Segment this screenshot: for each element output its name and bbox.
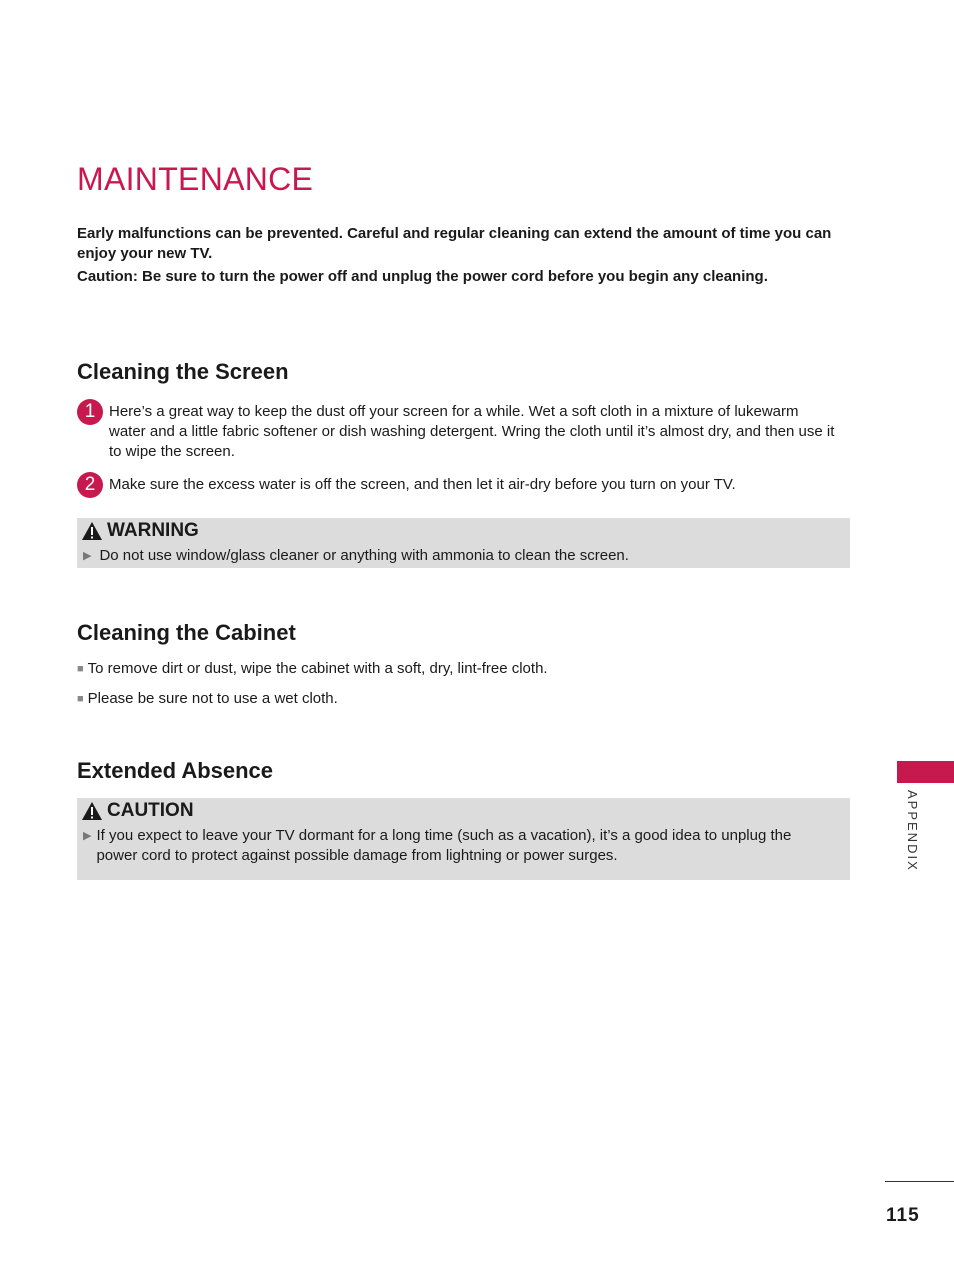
heading-extended-absence: Extended Absence: [77, 758, 274, 783]
warning-header: [81, 520, 199, 542]
bullet-text: To remove dirt or dust, wipe the cabinet with a soft, dry, lint-free cloth.: [87, 660, 548, 677]
list-item: [77, 660, 548, 677]
caution-triangle-icon: [81, 801, 103, 821]
list-item: [77, 690, 338, 707]
step-text: Make sure the excess water is off the screen, and then let it air-dry before you turn on your TV.: [109, 476, 736, 493]
intro-caution: Caution: Be sure to turn the power off and unplug the power cord before you begin any cleaning.: [77, 268, 768, 285]
warning-label: WARNING: [107, 520, 199, 541]
arrow-right-icon: ▶: [83, 830, 92, 842]
heading-cleaning-cabinet: Cleaning the Cabinet: [77, 620, 296, 645]
intro: [77, 224, 837, 287]
warning-triangle-icon: [81, 521, 103, 541]
section-tab-marker: [897, 761, 954, 783]
bullet-text: Please be sure not to use a wet cloth.: [87, 690, 338, 707]
warning-box: [77, 518, 850, 568]
caution-label: CAUTION: [107, 800, 194, 821]
caution-header: [81, 800, 194, 822]
heading-cleaning-screen: Cleaning the Screen: [77, 359, 289, 384]
arrow-right-icon: ▶: [83, 550, 92, 562]
caution-text: If you expect to leave your TV dormant for a long time (such as a vacation), it’s a good idea to unplug the power cord to protect against possible damage from lightning or power surges.: [96, 827, 792, 864]
warning-item: [83, 546, 629, 566]
caution-box: [77, 798, 850, 880]
page-title: MAINTENANCE: [77, 161, 314, 198]
step-text: Here’s a great way to keep the dust off your screen for a while. Wet a soft cloth in a mixture of lukewarm water and a little fabric softener or dish washing detergent. Wring the cloth until it’s almost dry, and then use it to wipe the screen.: [109, 403, 835, 460]
page-number: 115: [886, 1205, 920, 1226]
step-number-1: 1: [77, 399, 103, 425]
square-bullet-icon: ■: [77, 663, 84, 675]
step-2: [77, 475, 837, 495]
square-bullet-icon: ■: [77, 693, 84, 705]
section-tab-label: APPENDIX: [905, 790, 920, 872]
footer-rule: [885, 1181, 954, 1182]
caution-item: [83, 826, 833, 866]
warning-text: Do not use window/glass cleaner or anything with ammonia to clean the screen.: [99, 547, 629, 564]
step-number-2: 2: [77, 472, 103, 498]
step-1: [77, 402, 837, 462]
intro-paragraph: Early malfunctions can be prevented. Careful and regular cleaning can extend the amount of time you can enjoy your new TV.: [77, 225, 832, 262]
